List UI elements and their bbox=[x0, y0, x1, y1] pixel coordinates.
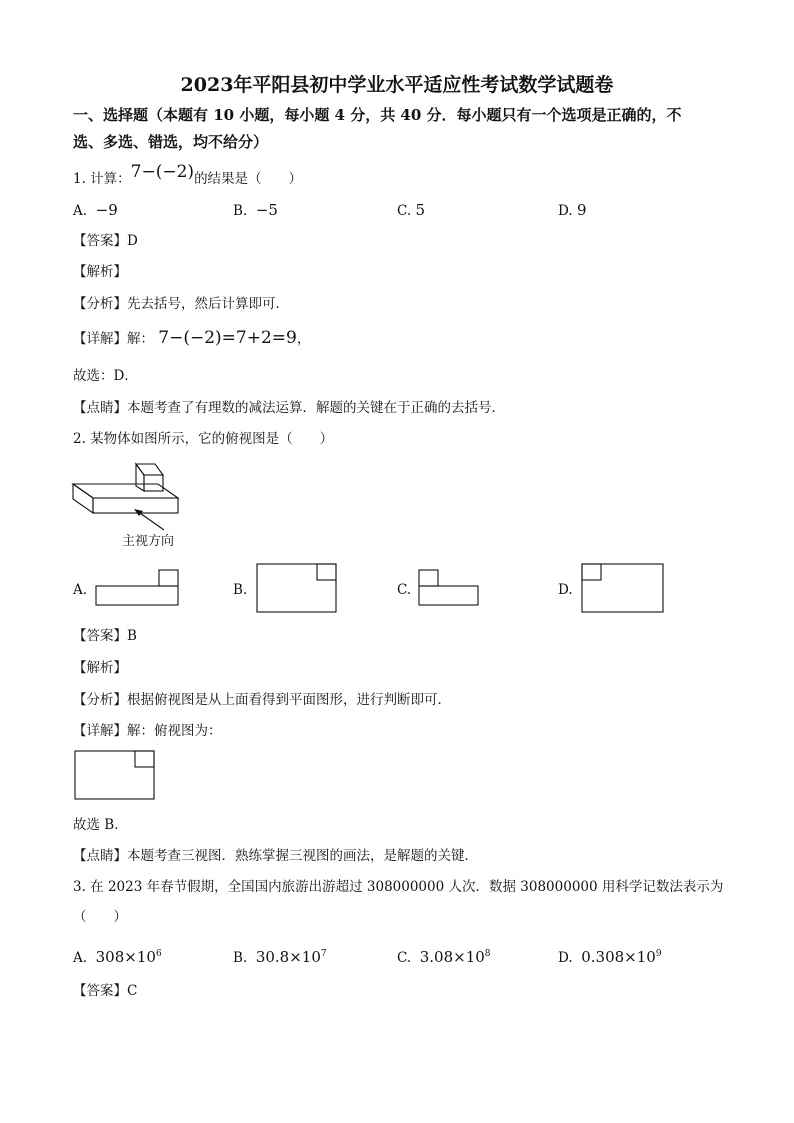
q2-solution-figure bbox=[74, 750, 156, 802]
q1-analysis-tag: 【解析】 bbox=[73, 264, 127, 280]
q2-xiangjie: 【详解】解：俯视图为： bbox=[73, 723, 222, 739]
view-direction-caption: 主视方向 bbox=[122, 534, 175, 549]
q2-option-d-figure bbox=[581, 563, 665, 615]
q1-suffix: 的结果是（ ） bbox=[194, 171, 303, 187]
q2-option-b-label: B. bbox=[233, 582, 248, 598]
q3-option-a: A. $308\times 10^6$ bbox=[73, 948, 162, 966]
q1-option-b: B. −5 bbox=[233, 201, 278, 219]
q1-option-a: A. −9 bbox=[73, 201, 118, 219]
q1-fenxi: 【分析】先去括号，然后计算即可． bbox=[73, 296, 289, 312]
q2-dianjing: 【点睛】本题考查三视图．熟练掌握三视图的画法，是解题的关键． bbox=[73, 848, 478, 864]
page-title: 2023年平阳县初中学业水平适应性考试数学试题卷 bbox=[180, 74, 614, 96]
q2-option-a-figure bbox=[95, 569, 180, 607]
q2-stem: 2. 某物体如图所示，它的俯视图是（ ） bbox=[73, 431, 334, 447]
q1-stem bbox=[73, 162, 303, 189]
q1-xiangjie: 【详解】解： 7−(−2)=7+2=9， bbox=[73, 328, 311, 348]
q3-stem-line1: 3. 在 2023 年春节假期，全国国内旅游出游超过 308000000 人次．数据 308000000 用科学记数法表示为 bbox=[73, 879, 724, 895]
q1-option-d: D. 9 bbox=[558, 201, 587, 219]
q1-answer: 【答案】D bbox=[73, 233, 138, 249]
q1-expression: 7−(−2) bbox=[130, 162, 195, 182]
q2-option-d-label: D. bbox=[558, 582, 573, 598]
q2-answer: 【答案】B bbox=[73, 628, 137, 644]
q3-answer: 【答案】C bbox=[73, 983, 138, 999]
q2-fenxi: 【分析】根据俯视图是从上面看得到平面图形，进行判断即可． bbox=[73, 692, 451, 708]
section-heading-line1: 一、选择题（本题有 10 小题，每小题 4 分，共 40 分．每小题只有一个选项是正确的，不 bbox=[73, 106, 682, 124]
q1-option-c: C. 5 bbox=[397, 201, 425, 219]
q2-option-a-label: A. bbox=[73, 582, 88, 598]
q2-option-c-figure bbox=[418, 569, 480, 607]
q3-option-b: B. $30.8\times 10^7$ bbox=[233, 948, 327, 966]
q3-option-c: C. $3.08\times 10^8$ bbox=[397, 948, 491, 966]
q1-choose: 故选：D． bbox=[73, 368, 138, 384]
q2-option-c-label: C. bbox=[397, 582, 412, 598]
q2-choose: 故选 B． bbox=[73, 817, 128, 833]
q2-option-b-figure bbox=[256, 563, 338, 615]
q1-prefix: 1. 计算： bbox=[73, 171, 131, 187]
section-heading-line2: 选、多选、错选，均不给分） bbox=[73, 133, 269, 151]
q3-option-d: D. $0.308\times 10^9$ bbox=[558, 948, 662, 966]
q1-dianjing: 【点睛】本题考查了有理数的减法运算．解题的关键在于正确的去括号． bbox=[73, 400, 505, 416]
q2-analysis-tag: 【解析】 bbox=[73, 660, 127, 676]
q3-stem-line2: （ ） bbox=[73, 909, 127, 925]
